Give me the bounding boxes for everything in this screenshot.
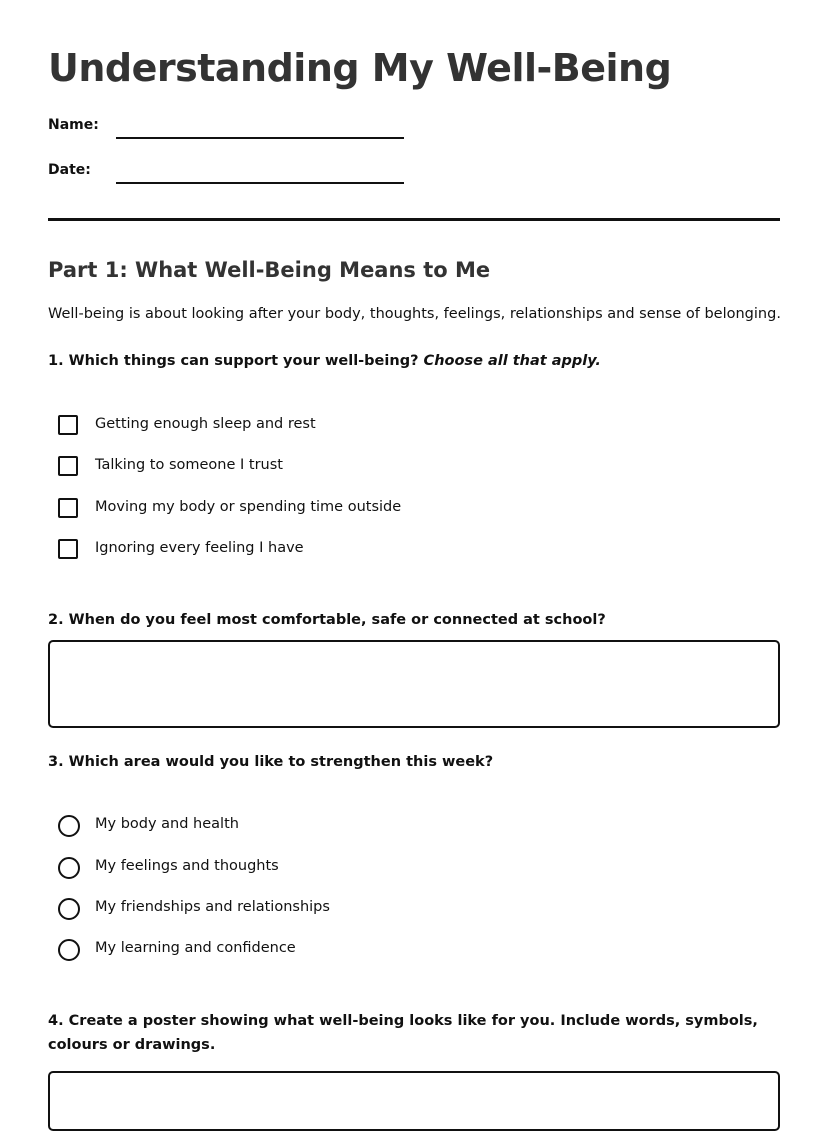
name-label: Name: xyxy=(48,117,99,133)
question-3: 3. Which area would you like to strengthen this week? xyxy=(48,754,494,770)
section-intro: Well-being is about looking after your body, thoughts, feelings, relationships and sense of belonging. xyxy=(48,306,781,322)
question-1-text: 1. Which things can support your well-being? xyxy=(48,353,419,369)
checkbox-label: Moving my body or spending time outside xyxy=(95,499,402,515)
page-title: Understanding My Well-Being xyxy=(48,46,672,90)
question-1 xyxy=(48,349,780,373)
checkbox-option[interactable] xyxy=(58,498,658,522)
radio-label: My learning and confidence xyxy=(95,940,296,956)
checkbox-label: Getting enough sleep and rest xyxy=(95,416,316,432)
radio-option[interactable] xyxy=(58,939,658,963)
checkbox[interactable] xyxy=(58,539,78,559)
radio-label: My body and health xyxy=(95,816,239,832)
question-4: 4. Create a poster showing what well-being looks like for you. Include words, symbols, colours or drawings. xyxy=(48,1013,758,1053)
checkbox[interactable] xyxy=(58,498,78,518)
name-row xyxy=(48,117,408,141)
checkbox-label: Talking to someone I trust xyxy=(95,457,283,473)
radio-button[interactable] xyxy=(58,898,80,920)
question-1-instruction: Choose all that apply. xyxy=(423,353,601,369)
checkbox-option[interactable] xyxy=(58,539,658,563)
answer-box-q2[interactable] xyxy=(48,640,780,728)
radio-button[interactable] xyxy=(58,939,80,961)
checkbox[interactable] xyxy=(58,415,78,435)
radio-label: My feelings and thoughts xyxy=(95,858,279,874)
answer-box-q4[interactable] xyxy=(48,1071,780,1131)
radio-option[interactable] xyxy=(58,857,658,881)
date-field[interactable] xyxy=(116,182,404,184)
question-2: 2. When do you feel most comfortable, safe or connected at school? xyxy=(48,612,606,628)
header-divider xyxy=(48,218,780,221)
checkbox-option[interactable] xyxy=(58,456,658,480)
date-row xyxy=(48,162,408,186)
radio-button[interactable] xyxy=(58,815,80,837)
radio-option[interactable] xyxy=(58,898,658,922)
section-title: Part 1: What Well-Being Means to Me xyxy=(48,258,491,282)
radio-button[interactable] xyxy=(58,857,80,879)
checkbox-option[interactable] xyxy=(58,415,658,439)
date-label: Date: xyxy=(48,162,91,178)
checkbox[interactable] xyxy=(58,456,78,476)
checkbox-label: Ignoring every feeling I have xyxy=(95,540,304,556)
name-field[interactable] xyxy=(116,137,404,139)
radio-label: My friendships and relationships xyxy=(95,899,330,915)
radio-option[interactable] xyxy=(58,815,658,839)
